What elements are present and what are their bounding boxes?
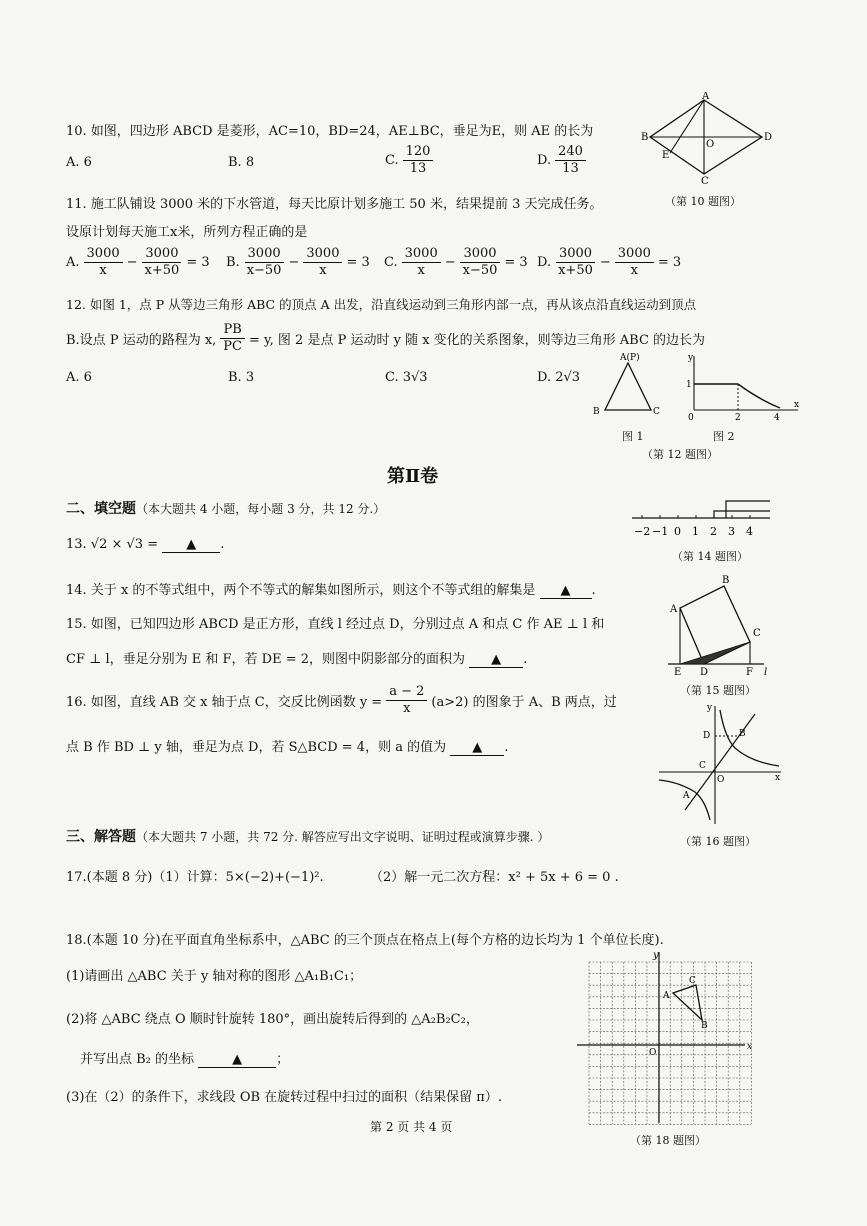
denominator: x xyxy=(403,701,411,716)
label-o: O xyxy=(717,775,725,785)
numerator: 240 xyxy=(555,144,586,161)
q11-option-a: A. $\frac{3000}{x}$ − $\frac{3000}{x+50}$ = 3 xyxy=(66,246,210,278)
fraction-2 xyxy=(303,246,342,279)
tick-3: 3 xyxy=(728,525,735,538)
label-b: B xyxy=(701,1021,708,1031)
q18-answer-blank[interactable]: ▲ xyxy=(198,1052,276,1068)
axis-x: x xyxy=(775,773,781,783)
q14-end: . xyxy=(591,583,596,598)
q18-stem: 18.(本题 10 分)在平面直角坐标系中，△ABC 的三个顶点在格点上(每个方格的边长均为 1 个单位长度). xyxy=(66,933,664,948)
denominator: x−50 xyxy=(246,263,282,278)
fraction-2 xyxy=(142,246,183,279)
q18-part2b xyxy=(80,1048,289,1068)
label-f: F xyxy=(746,667,753,677)
q10-fig-caption: （第 10 题图） xyxy=(665,195,741,208)
q15-answer-blank[interactable]: ▲ xyxy=(469,652,523,668)
q10-option-c-label: C. xyxy=(385,153,399,168)
axis-y: y xyxy=(688,353,694,363)
denominator: x xyxy=(99,263,107,278)
section3-title: 三、解答题 xyxy=(66,829,136,845)
label-a: A xyxy=(663,991,670,1001)
q14-answer-blank[interactable]: ▲ xyxy=(540,583,592,599)
label-c: C xyxy=(699,761,706,771)
q16-stem-line2 xyxy=(66,736,508,756)
denominator: x+50 xyxy=(144,263,180,278)
q11-option-c: C. $\frac{3000}{x}$ − $\frac{3000}{x-50}$ = 3 xyxy=(384,246,528,278)
svg-text:B: B xyxy=(641,132,649,143)
label-a: A xyxy=(670,604,678,615)
q11-stem-line2: 设原计划每天施工x米，所列方程正确的是 xyxy=(66,225,308,240)
numerator: a − 2 xyxy=(386,684,427,701)
fraction-1 xyxy=(244,246,285,279)
q15-end: . xyxy=(523,652,528,667)
q12-option-c: C. 3√3 xyxy=(385,370,428,385)
q18-part2b-end: ； xyxy=(276,1052,290,1067)
label: D. xyxy=(537,255,552,270)
q13-stem: 13. √2 × √3 = xyxy=(66,537,159,552)
q18-part2: (2)将 △ABC 绕点 O 顺时针旋转 180°，画出旋转后得到的 △A₂B₂C₂， xyxy=(66,1012,479,1027)
rhs: = 3 xyxy=(504,255,528,270)
numerator: 3000 xyxy=(460,246,499,263)
label-d: D xyxy=(700,667,709,677)
denominator: x xyxy=(319,263,327,278)
q12-fig1-caption: 图 1 xyxy=(622,430,644,443)
q14-fig-caption: （第 14 题图） xyxy=(672,550,748,563)
q12-stem-part-b: = y, 图 2 是点 P 运动时 y 随 x 变化的关系图象，则等边三角形 ABC 的边长为 xyxy=(249,333,706,348)
q10-option-d-label: D. xyxy=(537,153,552,168)
label-o: O xyxy=(649,1048,657,1058)
denominator: x xyxy=(630,263,638,278)
q16-stem-part-a: 16. 如图，直线 AB 交 x 轴于点 C，交反比例函数 y = xyxy=(66,695,383,710)
q15-stem-line1: 15. 如图，已知四边形 ABCD 是正方形，直线 l 经过点 D，分别过点 A 和点 C 作 AE ⊥ l 和 xyxy=(66,617,605,632)
section3-heading xyxy=(66,826,549,846)
q16-answer-blank[interactable]: ▲ xyxy=(450,740,504,756)
q12-stem-line1: 12. 如图 1，点 P 从等边三角形 ABC 的顶点 A 出发，沿直线运动到三角形内部一点，再从该点沿直线运动到顶点 xyxy=(66,297,697,312)
q17-part2: （2）解一元二次方程：x² + 5x + 6 = 0 . xyxy=(370,870,619,885)
fraction-2 xyxy=(615,246,654,279)
section2-heading xyxy=(66,498,385,518)
label-c: C xyxy=(653,407,660,417)
fraction-1 xyxy=(555,246,596,279)
svg-text:C: C xyxy=(701,176,709,184)
q12-option-d: D. 2√3 xyxy=(537,370,581,385)
numerator: PB xyxy=(220,322,244,339)
label: A. xyxy=(66,255,80,270)
q12-fig2-graph xyxy=(680,350,805,422)
q12-fig-caption: （第 12 题图） xyxy=(642,448,718,461)
label-c: C xyxy=(753,628,761,639)
denominator: 13 xyxy=(409,161,427,176)
label-e: E xyxy=(674,667,682,677)
rhs: = 3 xyxy=(657,255,682,270)
svg-text:E: E xyxy=(662,150,670,161)
q12-fig2-caption: 图 2 xyxy=(713,430,735,443)
label-c: C xyxy=(689,976,696,986)
denominator: x−50 xyxy=(462,263,498,278)
section2-note: （本大题共 4 小题，每小题 3 分，共 12 分.） xyxy=(136,502,386,516)
label-a-p: A(P) xyxy=(620,353,640,363)
q15-stem: CF ⊥ l，垂足分别为 E 和 F，若 DE = 2，则图中阴影部分的面积为 xyxy=(66,652,465,667)
svg-text:D: D xyxy=(764,132,773,143)
q16-stem-line1 xyxy=(66,684,617,717)
denominator: PC xyxy=(223,339,242,354)
numerator: 3000 xyxy=(84,246,123,263)
q10-option-b: B. 8 xyxy=(228,155,255,170)
q18-part1: (1)请画出 △ABC 关于 y 轴对称的图形 △A₁B₁C₁； xyxy=(66,969,363,984)
tick-1: 1 xyxy=(692,525,699,538)
numerator: 3000 xyxy=(303,246,342,263)
q13-end: . xyxy=(220,537,225,552)
origin: 0 xyxy=(688,413,694,422)
q14-stem: 14. 关于 x 的不等式组中，两个不等式的解集如图所示，则这个不等式组的解集是 xyxy=(66,583,536,598)
axis-x: x xyxy=(747,1042,753,1052)
q12-option-a: A. 6 xyxy=(66,370,92,385)
q10-option-a: A. 6 xyxy=(66,155,92,170)
numerator: 120 xyxy=(403,144,434,161)
tick-2: 2 xyxy=(735,413,741,422)
q18-fig-caption: （第 18 题图） xyxy=(630,1134,706,1147)
denominator: x xyxy=(417,263,425,278)
q11-stem-line1: 11. 施工队铺设 3000 米的下水管道，每天比原计划多施工 50 米，结果提前 3 天完成任务。 xyxy=(66,197,603,212)
q12-ratio-fraction xyxy=(220,322,245,355)
q13-answer-blank[interactable]: ▲ xyxy=(162,537,220,553)
axis-y: y xyxy=(707,703,713,713)
tick-0: 0 xyxy=(674,525,681,538)
q16-end: . xyxy=(504,740,509,755)
q10-stem: 10. 如图，四边形 ABCD 是菱形，AC=10，BD=24，AE⊥BC，垂足为E，则 AE 的长为 xyxy=(66,124,594,139)
label-b: B xyxy=(739,729,746,739)
q16-function-fraction xyxy=(386,684,427,717)
q10-option-c xyxy=(385,144,433,177)
tick-4: 4 xyxy=(746,525,753,538)
label-b: B xyxy=(722,575,730,586)
label-l: l xyxy=(764,667,768,677)
label-a: A xyxy=(683,791,690,801)
rhs: = 3 xyxy=(346,255,370,270)
q17-part1: 17.(本题 8 分)（1）计算：5×(−2)+(−1)². xyxy=(66,870,324,885)
q16-stem: 点 B 作 BD ⊥ y 轴，垂足为点 D，若 S△BCD = 4，则 a 的值为 xyxy=(66,740,447,755)
q16-fig-caption: （第 16 题图） xyxy=(680,835,756,848)
tick-4: 4 xyxy=(774,413,780,422)
q15-stem-line2 xyxy=(66,648,527,668)
q10-option-d-fraction xyxy=(555,144,586,177)
label: C. xyxy=(384,255,398,270)
section2-title: 二、填空题 xyxy=(66,501,136,517)
q16-graph-figure xyxy=(655,700,785,830)
fraction-1 xyxy=(84,246,123,279)
axis-y: y xyxy=(653,950,659,961)
q18-part3: (3)在（2）的条件下，求线段 OB 在旋转过程中扫过的面积（结果保留 π）. xyxy=(66,1090,502,1105)
numerator: 3000 xyxy=(245,246,284,263)
q12-fig1-triangle xyxy=(590,350,680,420)
svg-text:A: A xyxy=(702,92,710,102)
denominator: 13 xyxy=(562,161,579,176)
triangle-abc xyxy=(673,985,702,1020)
tick-1: 1 xyxy=(686,380,692,390)
page-footer: 第 2 页 共 4 页 xyxy=(370,1120,453,1134)
q15-shaded-region xyxy=(680,642,750,664)
tick-neg2: −2 xyxy=(634,525,651,538)
q14 xyxy=(66,579,596,599)
q18-part2b-text: 并写出点 B₂ 的坐标 xyxy=(80,1052,195,1067)
q15-fig-caption: （第 15 题图） xyxy=(680,684,756,697)
denominator: x+50 xyxy=(558,263,593,278)
section3-note: （本大题共 7 小题，共 72 分. 解答应写出文字说明、证明过程或演算步骤. ） xyxy=(136,830,550,844)
q16-stem-part-b: (a>2) 的图象于 A、B 两点，过 xyxy=(431,695,617,710)
numerator: 3000 xyxy=(556,246,595,263)
label: B. xyxy=(226,255,240,270)
q11-option-b: B. $\frac{3000}{x-50}$ − $\frac{3000}{x}$ = 3 xyxy=(226,246,370,278)
label-b: B xyxy=(593,407,600,417)
q10-rhombus-figure xyxy=(640,92,775,184)
q14-number-line xyxy=(628,493,773,543)
numerator: 3000 xyxy=(142,246,181,263)
svg-text:O: O xyxy=(706,139,715,150)
fraction-2 xyxy=(460,246,501,279)
rhs: = 3 xyxy=(186,255,210,270)
q12-stem-part-a: B.设点 P 运动的路程为 x, xyxy=(66,333,217,348)
part2-title: 第Ⅱ卷 xyxy=(387,466,439,487)
tick-neg1: −1 xyxy=(652,525,669,538)
q10-option-c-fraction xyxy=(403,144,434,177)
q15-square-figure xyxy=(664,572,779,677)
numerator: 3000 xyxy=(402,246,441,263)
numerator: 3000 xyxy=(615,246,654,263)
q13 xyxy=(66,537,224,553)
q10-option-d xyxy=(537,144,586,177)
tick-2: 2 xyxy=(710,525,717,538)
fraction-1 xyxy=(402,246,441,279)
q18-coordinate-grid xyxy=(575,948,755,1128)
q11-option-d: D. $\frac{3000}{x+50}$ − $\frac{3000}{x}$ = 3 xyxy=(537,246,682,278)
label-d: D xyxy=(703,731,711,741)
q12-option-b: B. 3 xyxy=(228,370,255,385)
axis-x: x xyxy=(794,400,800,410)
